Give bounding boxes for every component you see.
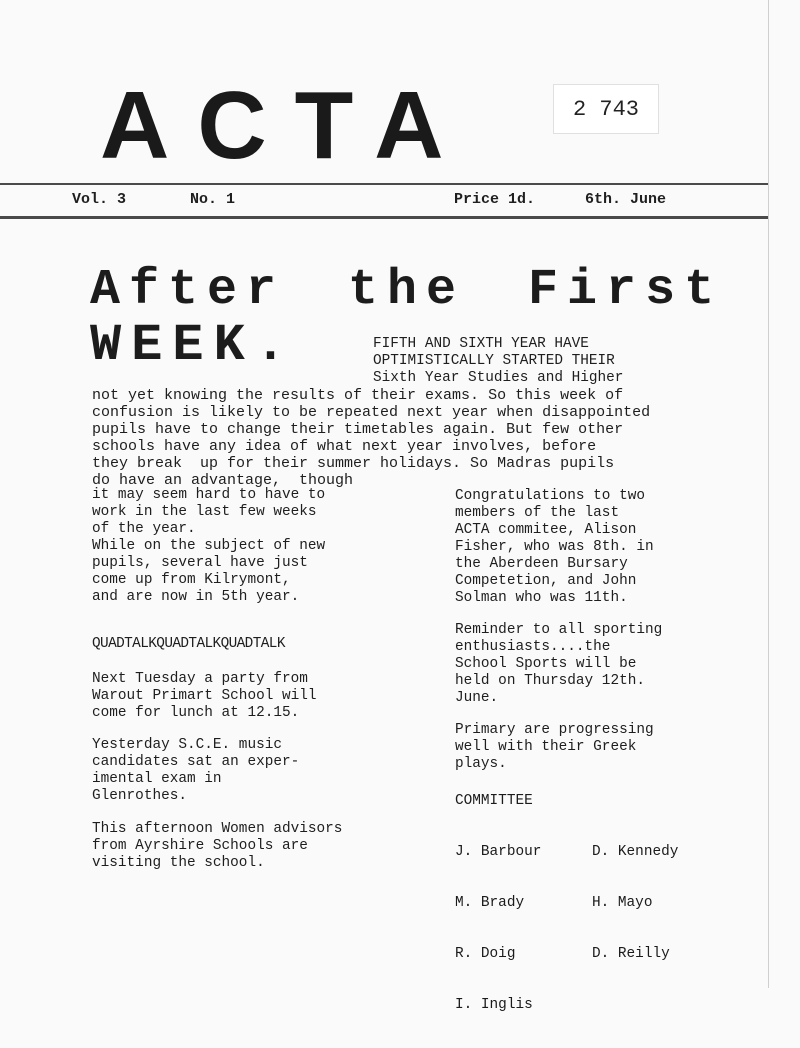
masthead-title: ACTA [100, 72, 472, 179]
bottom-rule [0, 216, 768, 219]
committee-member: J. Barbour [455, 844, 542, 860]
headline-line-1: After the First [90, 262, 724, 319]
committee-member: M. Brady [455, 895, 525, 911]
committee-member: H. Mayo [592, 895, 653, 911]
committee-member: D. Reilly [592, 946, 670, 962]
news-item-advisors-visit: This afternoon Women advisors from Ayrshire Schools are visiting the school. [92, 821, 343, 871]
news-item-congratulations: Congratulations to two members of the last ACTA commitee, Alison Fisher, who was 8th. in the Aberdeen Bursary Competetion, and John Solman who was 11th. [455, 488, 654, 606]
volume-label: Vol. 3 [72, 191, 127, 208]
committee-member: R. Doig [455, 946, 516, 962]
committee-list [455, 793, 678, 1048]
news-item-greek-plays: Primary are progressing well with their Greek plays. [455, 722, 654, 772]
lead-continuation: it may seem hard to have to work in the last few weeks of the year. While on the subject of new pupils, several have just come up from Kilrymont, and are now in 5th year. [92, 487, 326, 605]
news-item-lunch-party: Next Tuesday a party from Warout Primart School will come for lunch at 12.15. [92, 671, 317, 721]
committee-member: D. Kennedy [592, 844, 679, 860]
top-rule [0, 183, 768, 185]
issue-number-label: No. 1 [190, 191, 236, 208]
issue-date-label: 6th. June [585, 191, 667, 208]
lead-body: not yet knowing the results of their exams. So this week of confusion is likely to be repeated next year when disappointed pupils have to change their timetables again. But few other schools have any idea of what next year involves, before they break up for their summer holidays. So Madras pupils do have an advantage, though [92, 387, 651, 489]
committee-title: COMMITTEE [455, 793, 533, 809]
price-label: Price 1d. [454, 191, 536, 208]
headline-line-2: WEEK. [90, 316, 297, 375]
committee-members-left [455, 810, 592, 1048]
reference-number-label: 2 743 [553, 84, 659, 134]
committee-members-right [592, 810, 678, 1048]
news-item-sports-reminder: Reminder to all sporting enthusiasts....the School Sports will be held on Thursday 12th. June. [455, 622, 663, 706]
page-edge [768, 0, 769, 988]
committee-member: I. Inglis [455, 997, 533, 1013]
lead-intro: FIFTH AND SIXTH YEAR HAVE OPTIMISTICALLY STARTED THEIR Sixth Year Studies and Higher [373, 336, 624, 386]
quadtalk-separator: QUADTALKQUADTALKQUADTALK [92, 636, 285, 652]
news-item-music-exam: Yesterday S.C.E. music candidates sat an exper- imental exam in Glenrothes. [92, 737, 300, 804]
